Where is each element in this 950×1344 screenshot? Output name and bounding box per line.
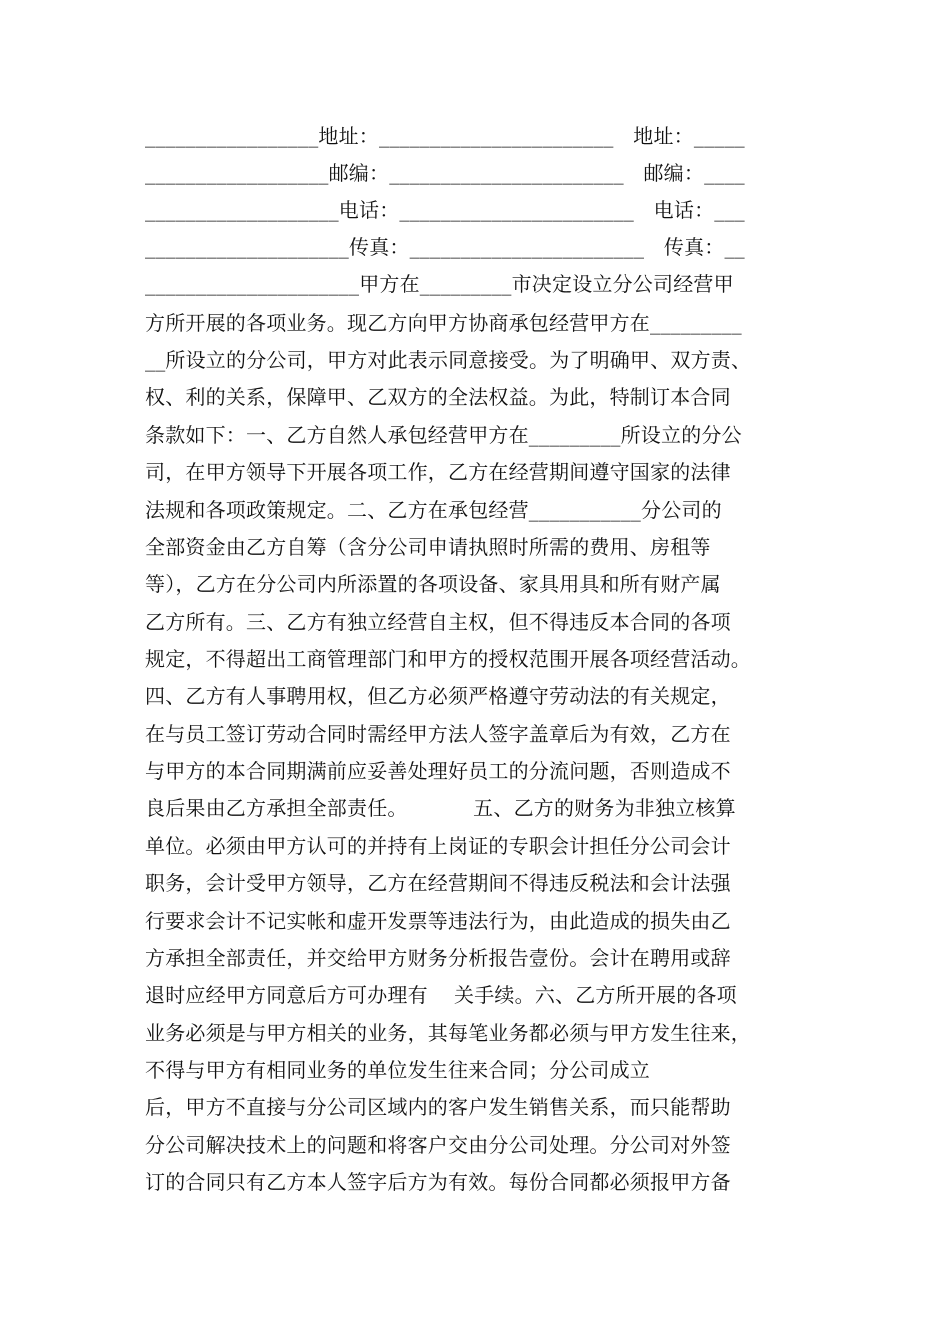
text-line: 不得与甲方有相同业务的单位发生往来合同；分公司成立 bbox=[145, 1058, 650, 1082]
text-line: _____________________甲方在_________市决定设立分公司经营甲 bbox=[145, 272, 734, 296]
text-line: 方承担全部责任，并交给甲方财务分析报告壹份。会计在聘用或辞 bbox=[145, 946, 731, 970]
text-line: 条款如下：一、乙方自然人承包经营甲方在_________所设立的分公 bbox=[145, 423, 742, 447]
text-line: __________________邮编：_______________________ 邮编：____ bbox=[145, 161, 745, 185]
text-line: ___________________电话：_______________________ 电话：___ bbox=[145, 198, 745, 222]
text-line: 业务必须是与甲方相关的业务，其每笔业务都必须与甲方发生往来， bbox=[145, 1021, 751, 1045]
text-line: 订的合同只有乙方本人签字后方为有效。每份合同都必须报甲方备 bbox=[145, 1170, 731, 1194]
text-line: 分公司解决技术上的问题和将客户交由分公司处理。分公司对外签 bbox=[145, 1133, 731, 1157]
text-line: 等），乙方在分公司内所添置的各项设备、家具用具和所有财产属 bbox=[145, 572, 721, 596]
text-line: 规定，不得超出工商管理部门和甲方的授权范围开展各项经营活动。 bbox=[145, 647, 751, 671]
text-line: 退时应经甲方同意后方可办理有 关手续。六、乙方所开展的各项 bbox=[145, 983, 737, 1007]
text-line: 后，甲方不直接与分公司区域内的客户发生销售关系，而只能帮助 bbox=[145, 1095, 731, 1119]
text-line: 职务，会计受甲方领导，乙方在经营期间不得违反税法和会计法强 bbox=[145, 871, 731, 895]
text-line: 良后果由乙方承担全部责任。 五、乙方的财务为非独立核算 bbox=[145, 796, 736, 820]
text-line: 方所开展的各项业务。现乙方向甲方协商承包经营甲方在_________ bbox=[145, 311, 742, 335]
text-line: __所设立的分公司，甲方对此表示同意接受。为了明确甲、双方责、 bbox=[145, 348, 752, 372]
text-line: 权、利的关系，保障甲、乙双方的全法权益。为此，特制订本合同 bbox=[145, 385, 731, 409]
text-line: 行要求会计不记实帐和虚开发票等违法行为，由此造成的损失由乙 bbox=[145, 909, 731, 933]
text-line: 单位。必须由甲方认可的并持有上岗证的专职会计担任分公司会计 bbox=[145, 834, 731, 858]
text-line: 乙方所有。三、乙方有独立经营自主权，但不得违反本合同的各项 bbox=[145, 610, 731, 634]
text-line: 全部资金由乙方自筹（含分公司申请执照时所需的费用、房租等 bbox=[145, 535, 711, 559]
text-line: 司，在甲方领导下开展各项工作，乙方在经营期间遵守国家的法律 bbox=[145, 460, 731, 484]
text-line: 在与员工签订劳动合同时需经甲方法人签字盖章后为有效，乙方在 bbox=[145, 722, 731, 746]
text-line: ____________________传真：_______________________ 传真：__ bbox=[145, 235, 745, 259]
text-line: 与甲方的本合同期满前应妥善处理好员工的分流问题，否则造成不 bbox=[145, 759, 731, 783]
text-line: 四、乙方有人事聘用权，但乙方必须严格遵守劳动法的有关规定， bbox=[145, 684, 731, 708]
text-line: 法规和各项政策规定。二、乙方在承包经营___________分公司的 bbox=[145, 498, 722, 522]
text-line: _________________地址：_______________________ 地址：_____ bbox=[145, 124, 745, 148]
